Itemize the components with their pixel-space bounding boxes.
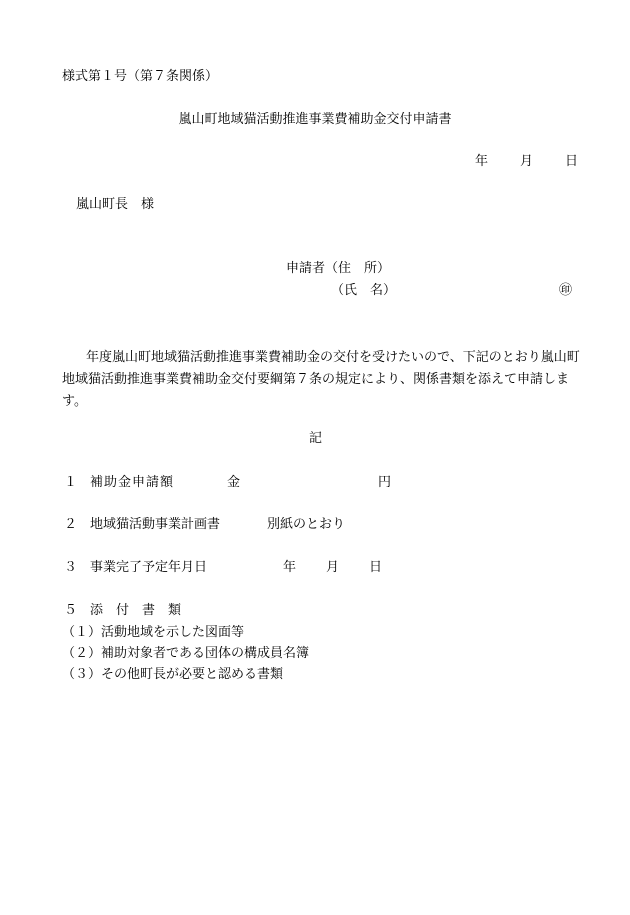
item-3-number: ３ — [64, 560, 78, 575]
applicant-address-label: 申請者（住 所） — [286, 261, 391, 276]
item-5-label: 添 付 書 類 — [90, 603, 182, 618]
item-1-number: １ — [64, 475, 78, 490]
date-year-label: 年 — [475, 154, 489, 169]
document-title: 嵐山町地域猫活動推進事業費補助金交付申請書 — [178, 112, 452, 127]
item-3-label: 事業完了予定年月日 — [90, 560, 208, 575]
item-5-number: ５ — [64, 603, 78, 618]
item-3-year-label: 年 — [283, 560, 297, 575]
addressee: 嵐山町長 様 — [76, 197, 155, 212]
item-3-month-label: 月 — [326, 560, 340, 575]
form-number: 様式第１号（第７条関係） — [62, 69, 219, 84]
attachment-item: （２）補助対象者である団体の構成員名簿 — [62, 646, 310, 661]
item-2-label: 地域猫活動事業計画書 — [90, 517, 221, 532]
item-1-prefix: 金 — [227, 475, 241, 490]
item-2-number: ２ — [64, 517, 78, 532]
ki-heading: 記 — [309, 431, 323, 446]
attachment-item: （１）活動地域を示した図面等 — [62, 625, 245, 640]
item-1-label: 補助金申請額 — [90, 475, 175, 490]
date-month-label: 月 — [520, 154, 534, 169]
item-1-suffix: 円 — [378, 475, 392, 490]
date-day-label: 日 — [565, 154, 579, 169]
item-2-value: 別紙のとおり — [267, 517, 346, 532]
seal-mark: ㊞ — [559, 283, 573, 298]
applicant-name-label: （氏 名） — [331, 283, 397, 298]
item-3-date — [283, 561, 382, 574]
item-3-day-label: 日 — [369, 560, 383, 575]
application-date — [475, 155, 578, 168]
body-text: 年度嵐山町地域猫活動推進事業費補助金の交付を受けたいので、下記のとおり嵐山町地域猫活動推進事業費補助金交付要綱第７条の規定により、関係書類を添えて申請します。 — [62, 350, 580, 409]
attachment-item: （３）その他町長が必要と認める書類 — [62, 667, 284, 682]
